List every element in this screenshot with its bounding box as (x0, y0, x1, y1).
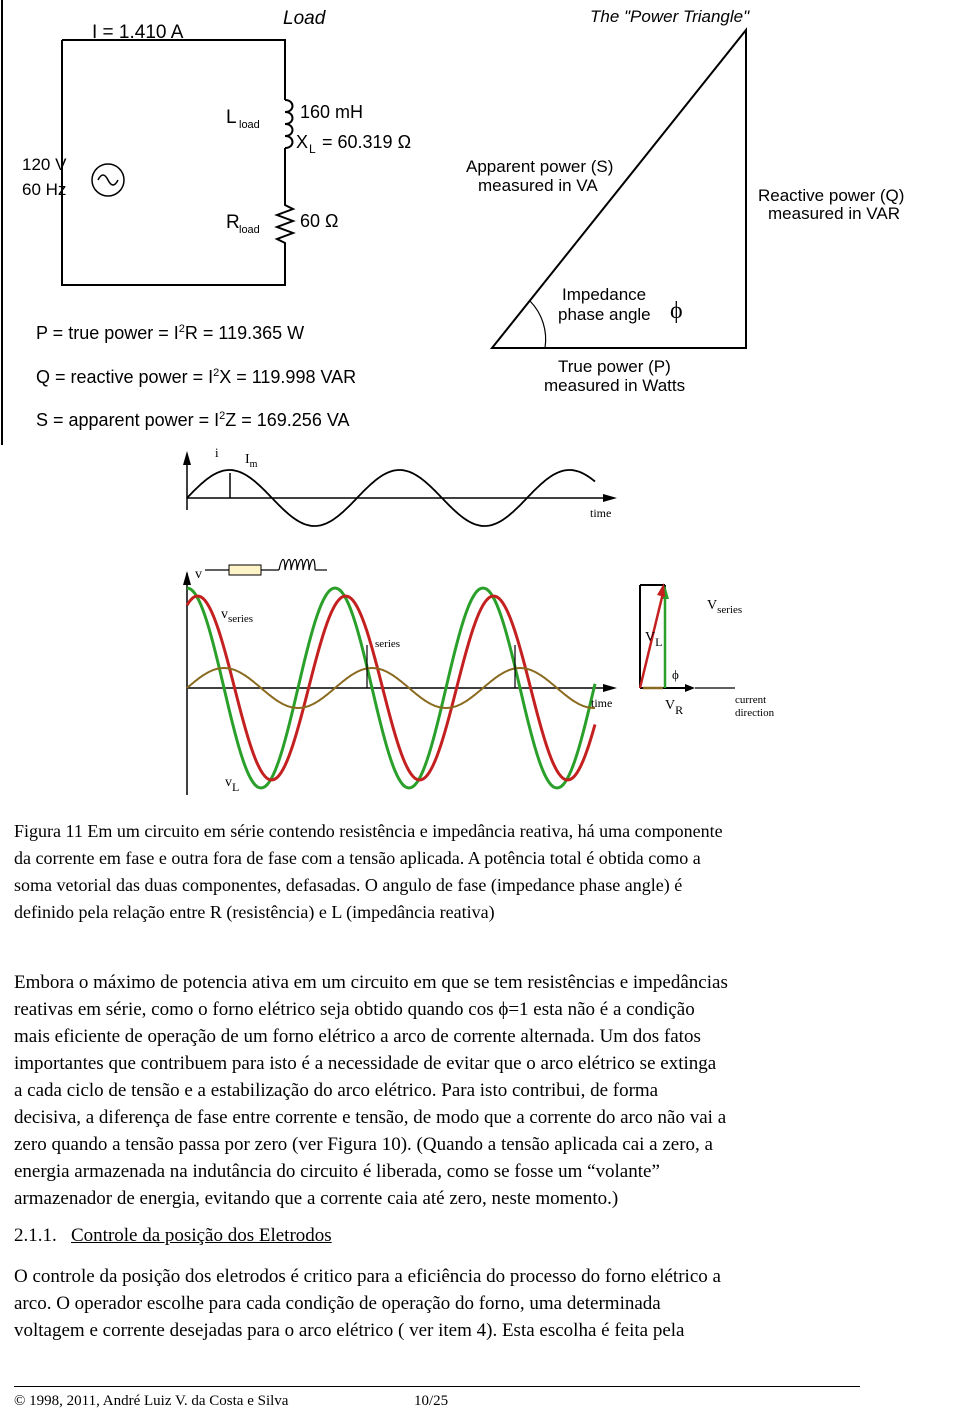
paragraph-line: mais eficiente de operação de um forno elétrico a arco de corrente alternada. Um dos fatos (14, 1026, 701, 1047)
footer-copyright: © 1998, 2011, André Luiz V. da Costa e Silva (14, 1393, 289, 1409)
apparent-power-unit: measured in VA (478, 176, 598, 195)
phasor-vseries-label: $V_{series}$ (707, 598, 743, 616)
true-power-label: True power (P) (558, 357, 671, 376)
impedance-label: Impedance (562, 285, 647, 304)
paragraph-line: reativas em série, como o forno elétrico seja obtido quando cos ϕ=1 esta não é a condição (14, 999, 695, 1020)
xl-sub: L (309, 142, 316, 156)
footer-page-number: 10/25 (414, 1393, 449, 1409)
l-value: 160 mH (300, 102, 364, 122)
reactive-power-unit: measured in VAR (768, 204, 900, 223)
paragraph-line: energia armazenada na indutância do circuito é liberada, como se fosse um “volante” (14, 1161, 660, 1182)
im-label: $I_m$ (245, 452, 258, 470)
paragraph-line: armazenador de energia, evitando que a corrente caia até zero, neste momento.) (14, 1188, 619, 1209)
r-label: R (226, 212, 240, 233)
vseries-label: $v_{series}$ (221, 607, 254, 625)
l-label: L (226, 107, 237, 128)
paragraph-line: arco. O operador escolhe para cada condição de operação do forno, uma determinada (14, 1293, 661, 1314)
current-direction-2: direction (735, 707, 775, 719)
footer-rule (14, 1386, 860, 1387)
power-triangle-diagram (450, 0, 960, 445)
caption-line: Figura 11 Em um circuito em série contendo resistência e impedância reativa, há uma componente (14, 821, 723, 841)
phasor-vl-label: VL (645, 630, 663, 649)
caption-line: da corrente em fase e outra fora de fase com a tensão aplicada. A potência total é obtida como a (14, 848, 701, 868)
xl-label: X (296, 132, 309, 152)
current-direction-1: current (735, 694, 767, 706)
source-voltage: 120 V (22, 155, 67, 174)
phasor-vr-label: VR (665, 698, 684, 717)
section-heading (14, 1225, 332, 1247)
paragraph-line: O controle da posição dos eletrodos é critico para a eficiência do processo do forno elétrico a (14, 1266, 721, 1287)
load-title: Load (283, 8, 326, 29)
paragraph-line: zero quando a tensão passa por zero (ver Figura 10). (Quando a tensão aplicada cai a zero, a (14, 1134, 713, 1155)
triangle-title: The "Power Triangle" (590, 7, 750, 26)
waveform-figure (175, 445, 795, 810)
section-title: Controle da posição dos Eletrodos (71, 1225, 332, 1246)
true-power-unit: measured in Watts (544, 376, 686, 395)
phasor-phi: ϕ (672, 667, 679, 682)
body-paragraph (14, 1263, 948, 1344)
current-label: I = 1.410 A (92, 22, 184, 43)
phase-angle-label: phase angle (558, 305, 651, 324)
paragraph-line: Embora o máximo de potencia ativa em um circuito em que se tem resistências e impedâncias (14, 972, 728, 993)
caption-line: soma vetorial das duas componentes, defasadas. O angulo de fase (impedance phase angle) é (14, 875, 683, 895)
time-label-bottom: time (591, 696, 613, 710)
q-formula: Q = reactive power = $I^2X = 119.998$ VAR (36, 367, 357, 387)
l-sub: load (239, 119, 260, 131)
section-number: 2.1.1. (14, 1225, 57, 1246)
paragraph-line: a cada ciclo de tensão e a estabilização do arco elétrico. Para isto contribui, de forma (14, 1080, 659, 1101)
phi-symbol: ϕ (670, 298, 683, 324)
caption-line: definido pela relação entre R (resistência) e L (impedância reativa) (14, 902, 495, 922)
s-formula: S = apparent power = $I^2Z = 169.256$ VA (36, 410, 350, 430)
source-frequency: 60 Hz (22, 180, 67, 199)
paragraph-line: decisiva, a diferença de fase entre corrente e tensão, de modo que a corrente do arco não vai a (14, 1107, 727, 1128)
vl-label: vL (225, 775, 240, 794)
resistor-symbol (229, 565, 261, 575)
p-formula: P = true power = $I^2R = 119.365$ W (36, 323, 305, 343)
xl-value: = 60.319 Ω (322, 132, 412, 152)
figure-caption (14, 818, 948, 926)
paragraph-line: importantes que contribuem para isto é a necessidade de evitar que o arco elétrico se extinga (14, 1053, 717, 1074)
apparent-power-label: Apparent power (S) (466, 157, 614, 176)
body-paragraph (14, 969, 948, 1212)
r-value: 60 Ω (300, 211, 339, 231)
circuit-diagram (0, 0, 450, 445)
i-label: i (215, 445, 219, 460)
paragraph-line: voltagem e corrente desejadas para o arco elétrico ( ver item 4). Esta escolha é feita pela (14, 1320, 685, 1341)
time-label-top: time (590, 506, 612, 520)
v-axis-label: v (195, 567, 202, 582)
reactive-power-label: Reactive power (Q) (758, 186, 905, 205)
series-label: series (375, 638, 401, 650)
r-sub: load (239, 224, 260, 236)
